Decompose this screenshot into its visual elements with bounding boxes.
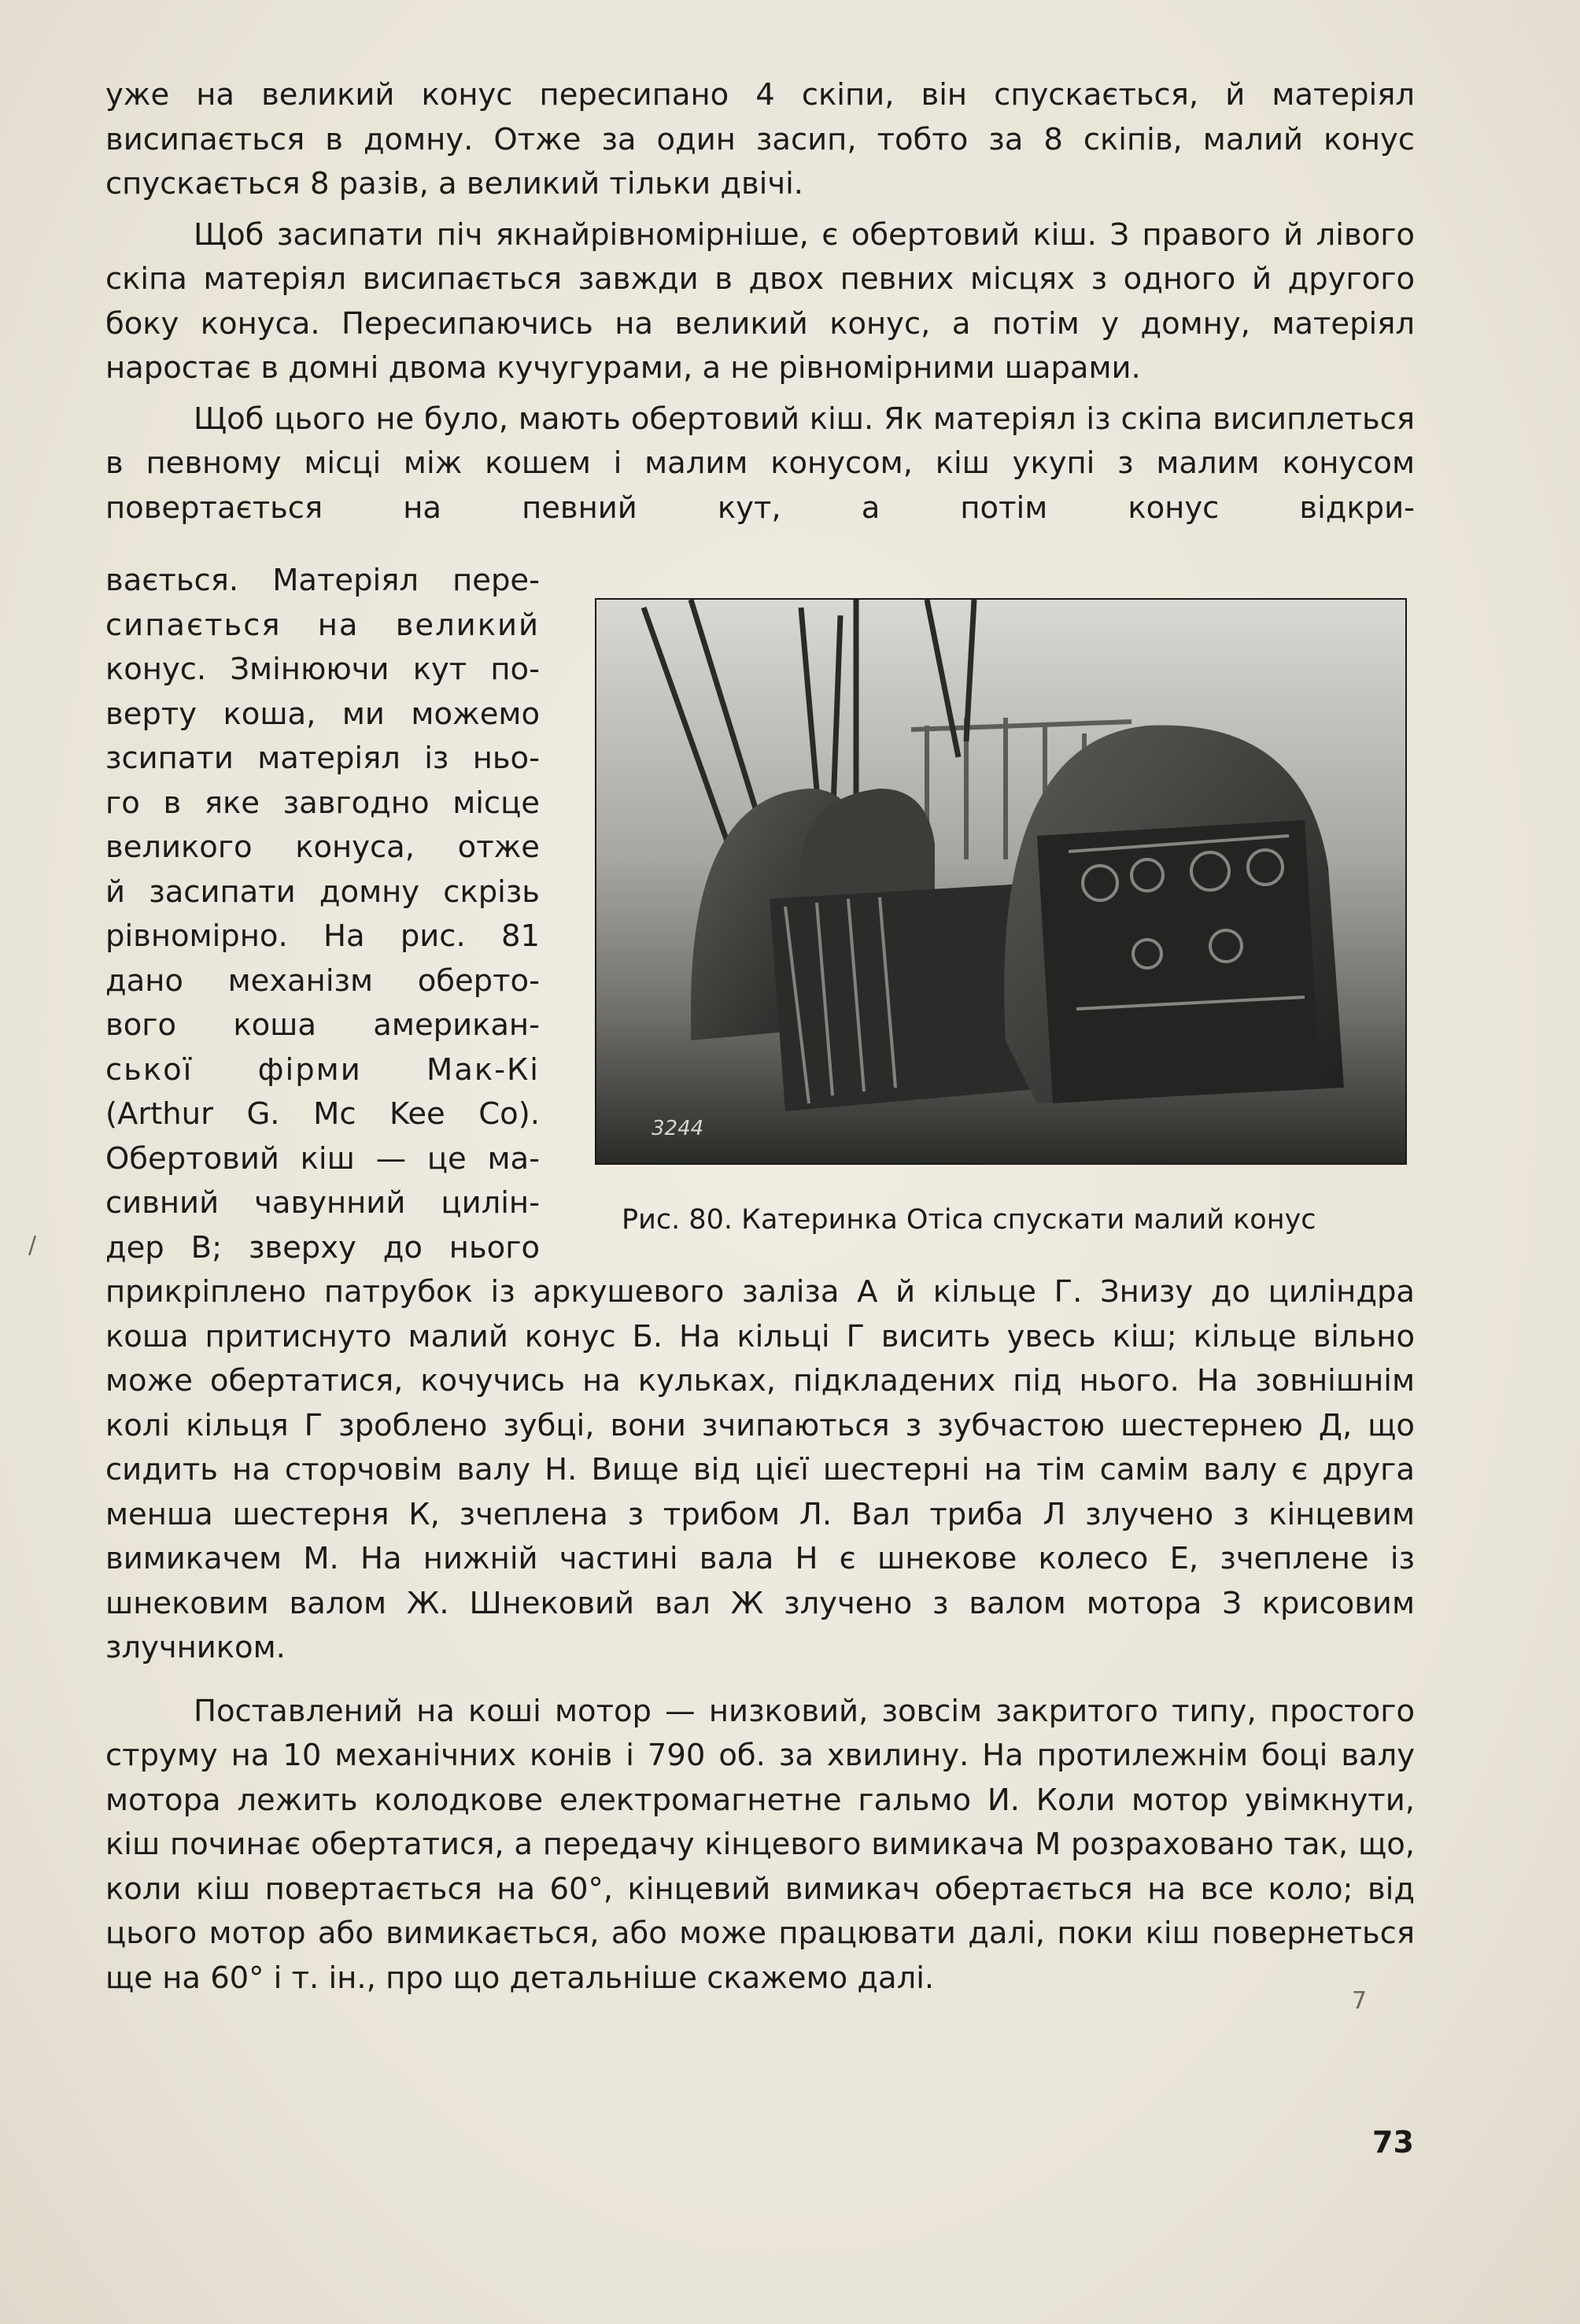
side-line: сипається на великий — [105, 607, 540, 643]
paragraph-purpose: Щоб цього не було, мають обертовий кіш. Як матеріял із скіпа висиплеться в певному місці між кошем і малим конусом, кіш укупі з малим конусом повертається на певний кут, а потім конус відкри- — [105, 401, 1415, 526]
side-line: верту коша, ми можемо — [105, 696, 540, 732]
side-line: великого конуса, отже — [105, 829, 540, 865]
figure-caption: Рис. 80. Катеринка Отіса спускати малий конус — [622, 1204, 1316, 1236]
side-line: конус. Змінюючи кут по- — [105, 652, 540, 687]
plate-number: 3244 — [652, 1117, 704, 1140]
side-line: дер В; зверху до нього — [105, 1229, 540, 1265]
top-text-block — [105, 73, 1415, 530]
side-line: рівномірно. На рис. 81 — [105, 918, 540, 954]
side-line: (Arthur G. Mc Kee Co). — [105, 1096, 540, 1132]
paragraph-rotating-basket: Щоб засипати піч якнайрівномірніше, є обертовий кіш. З правого й лівого скіпа матеріял висипається завжди в двох певних місцях з одного й другого боку конуса. Пересипаючись на великий конус, а потім у домну, матеріял наростає в домні двома кучугурами, а не рівномірними шарами. — [105, 216, 1415, 386]
side-line: зсипати матеріял із ньо- — [105, 741, 540, 776]
paragraph-motor: Поставлений на коші мотор — низковий, зовсім закритого типу, простого струму на 10 механічних конів і 790 об. за хвилину. На протилежнім боці валу мотора лежить колодкове електромагнетне гальмо И. Коли мотор увімкнути, кіш починає обертатися, а передачу кінцевого вимикача М розраховано так, що, коли кіш повертається на 60°, кінцевий вимикач обертається на все коло; від цього мотор або вимикається, або може працювати далі, поки кіш повернеться ще на 60° і т. ін., про що детальніше скажемо далі. — [105, 1693, 1415, 1996]
mechanism-text-block — [105, 1270, 1415, 2001]
side-line: сивний чавунний цилін- — [105, 1185, 540, 1221]
margin-mark: 7 — [1352, 1987, 1368, 2015]
machinery-photo-illustration — [596, 600, 1405, 1163]
side-line: Обертовий кіш — це ма- — [105, 1140, 540, 1177]
paragraph-mechanism: прикріплено патрубок із аркушевого заліза А й кільце Г. Знизу до циліндра коша притиснуто малий конус Б. На кільці Г висить увесь кіш; кільце вільно може обертатися, кочучись на кульках, підкладених під нього. На зовнішнім колі кільця Г зроблено зубці, вони зчипаються з зубчастою шестернею Д, що сидить на сторчовім валу Н. Вище від цієї шестерні на тім самім валу є друга менша шестерня К, зчеплена з трибом Л. Вал триба Л злучено з кінцевим вимикачем М. На нижній частині вала Н є шнекове колесо Е, зчеплене із шнековим валом Ж. Шнековий вал Ж злучено з валом мотора З крисовим злучником. — [105, 1274, 1415, 1665]
side-line: го в яке завгодно місце — [105, 785, 540, 821]
side-line: ської фірми Мак-Кі — [105, 1051, 540, 1088]
side-line: вого коша американ- — [105, 1007, 540, 1043]
side-line: дано механізм оберто- — [105, 962, 540, 999]
side-line: й засипати домну скрізь — [105, 874, 540, 910]
margin-mark: / — [28, 1232, 37, 1259]
paragraph-intro: уже на великий конус пересипано 4 скіпи, він спускається, й матеріял висипається в домну. Отже за один засип, тобто за 8 скіпів, малий конус спускається 8 разів, а великий тільки двічі. — [105, 77, 1415, 201]
side-line: вається. Матеріял пере- — [105, 563, 540, 598]
page-number: 73 — [1372, 2125, 1414, 2160]
side-column — [105, 559, 540, 1270]
figure-photo — [595, 598, 1407, 1165]
